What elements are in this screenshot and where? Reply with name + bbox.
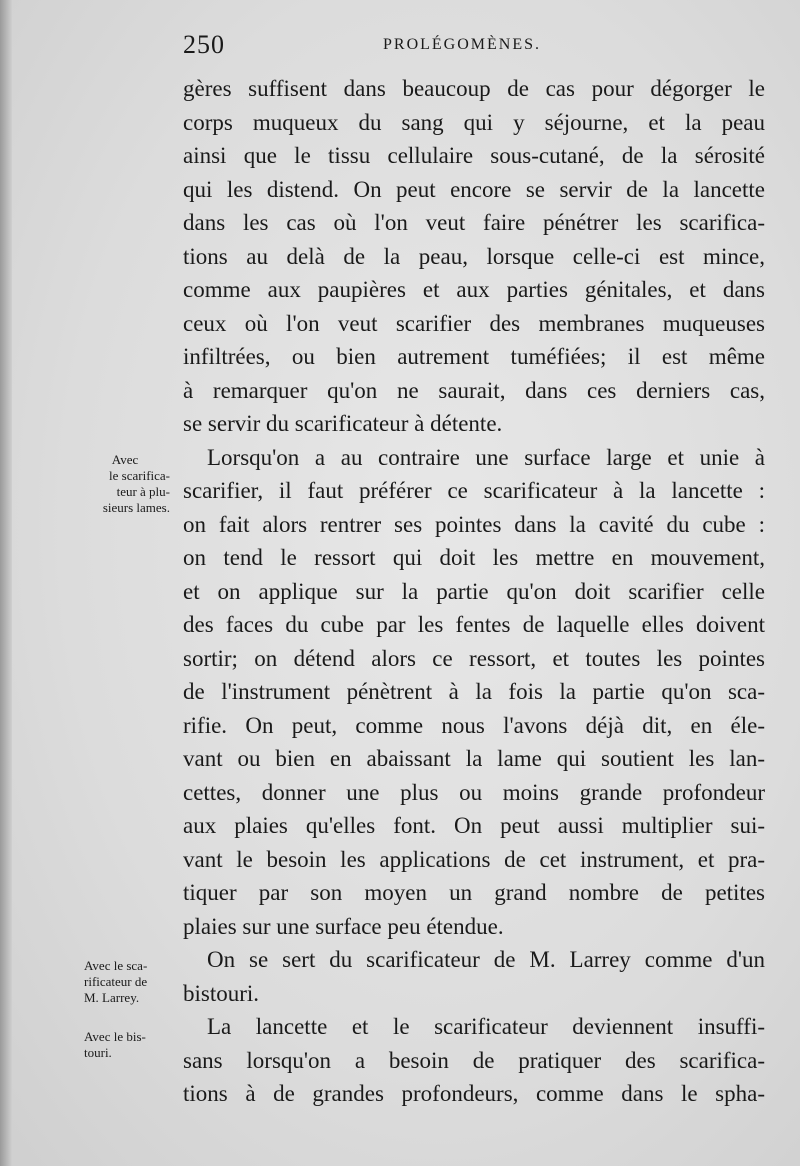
text-line: on fait alors rentrer ses pointes dans la cavité du cube :: [183, 511, 765, 537]
text-line: sortir; on détend alors ce ressort, et toutes les pointes: [183, 645, 765, 671]
text-line: rifie. On peut, comme nous l'avons déjà dit, en éle-: [183, 712, 765, 738]
margin-note-line: Avec le sca-: [84, 958, 148, 973]
text-line: infiltrées, ou bien autrement tuméfiées; il est même: [183, 344, 765, 369]
page-number: 250: [183, 30, 225, 59]
text-line: qui les distend. On peut encore se servir de la lancette: [183, 176, 765, 202]
text-line: aux plaies qu'elles font. On peut aussi multiplier sui-: [183, 813, 765, 838]
text-line: se servir du scarificateur à détente.: [183, 411, 503, 436]
margin-note-line: M. Larrey.: [84, 990, 140, 1005]
text-line: tions au delà de la peau, lorsque celle-ci est mince,: [183, 243, 765, 269]
text-line: des faces du cube par les fentes de laquelle elles doivent: [183, 612, 765, 637]
margin-note-line: touri.: [84, 1045, 112, 1060]
text-line: ceux où l'on veut scarifier des membranes muqueuses: [183, 310, 765, 336]
running-title: PROLÉGOMÈNES.: [383, 36, 542, 53]
margin-note-line: le scarifica-: [109, 468, 170, 483]
text-line: à remarquer qu'on ne saurait, dans ces derniers cas,: [183, 377, 765, 403]
page-header: [183, 30, 763, 60]
margin-note-line: Avec le bis-: [84, 1029, 146, 1044]
text-line: de l'instrument pénètrent à la fois la partie qu'on sca-: [183, 679, 765, 704]
paragraph-start-line: La lancette et le scarificateur deviennent insuffi-: [207, 1014, 765, 1039]
text-line: gères suffisent dans beaucoup de cas pour dégorger le: [183, 76, 765, 101]
text-line: vant ou bien en abaissant la lame qui soutient les lan-: [183, 746, 765, 771]
text-line: tions à de grandes profondeurs, comme dans le spha-: [183, 1081, 765, 1106]
body-text: [183, 72, 765, 1111]
text-line: comme aux paupières et aux parties génitales, et dans: [183, 277, 765, 302]
text-line: et on applique sur la partie qu'on doit scarifier celle: [183, 578, 765, 604]
margin-note-line: teur à plu-: [116, 484, 170, 499]
page-gutter-shadow: [0, 0, 12, 1166]
text-line: dans les cas où l'on veut faire pénétrer les scarifica-: [183, 210, 765, 235]
margin-note-bistouri: [84, 1029, 146, 1061]
text-line: on tend le ressort qui doit les mettre en mouvement,: [183, 545, 765, 570]
text-line: scarifier, il faut préférer ce scarificateur à la lancette :: [183, 478, 765, 503]
text-line: tiquer par son moyen un grand nombre de petites: [183, 880, 765, 905]
text-line: cettes, donner une plus ou moins grande profondeur: [183, 779, 765, 805]
margin-note-larrey: [84, 958, 147, 1006]
text-line: sans lorsqu'on a besoin de pratiquer des scarifica-: [183, 1047, 765, 1073]
paragraph-start-line: On se sert du scarificateur de M. Larrey comme d'un: [207, 947, 765, 972]
text-line: vant le besoin les applications de cet instrument, et pra-: [183, 846, 765, 872]
text-line: corps muqueux du sang qui y séjourne, et la peau: [183, 109, 765, 135]
text-line: plaies sur une surface peu étendue.: [183, 913, 504, 939]
text-line: bistouri.: [183, 980, 260, 1006]
margin-note-line: sieurs lames.: [102, 500, 170, 515]
paragraph-start-line: Lorsqu'on a au contraire une surface large et unie à: [207, 444, 765, 470]
margin-note-line: rificateur de: [84, 974, 148, 989]
text-line: ainsi que le tissu cellulaire sous-cutané, de la sérosité: [183, 143, 765, 168]
margin-note-line: Avec: [111, 452, 139, 467]
margin-note-multiple-blades: [70, 452, 170, 516]
